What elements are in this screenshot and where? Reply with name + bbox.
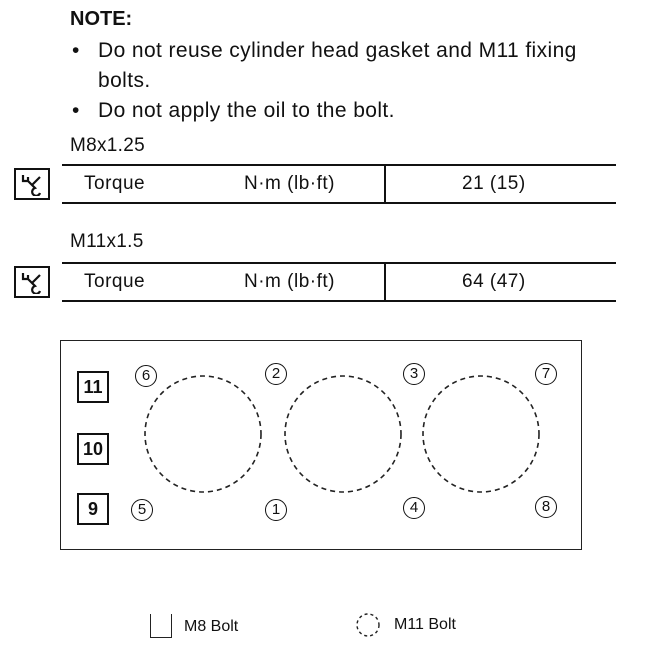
- bolt-circle: 6: [135, 365, 157, 387]
- row-divider: [384, 166, 386, 202]
- m8-bolt-legend-label: M8 Bolt: [184, 618, 239, 635]
- bolt-circle: 5: [131, 499, 153, 521]
- note-item: • Do not apply the oil to the bolt.: [70, 96, 630, 126]
- m8-bolt-legend-icon: [150, 614, 172, 638]
- bolt-circle: 1: [265, 499, 287, 521]
- bolt-size-label: M11x1.5: [70, 231, 144, 252]
- torque-spec-row: [62, 164, 616, 204]
- bolt-circle: 3: [403, 363, 425, 385]
- bolt-square: 10: [77, 433, 109, 465]
- torque-unit: N·m (lb·ft): [244, 173, 335, 194]
- cylinder-head-diagram: [60, 340, 582, 550]
- note-title: NOTE:: [70, 8, 133, 30]
- torque-wrench-icon: [14, 168, 50, 200]
- m11-bolt-legend-icon: [354, 612, 382, 638]
- row-divider: [384, 264, 386, 300]
- m11-bolt-legend-label: M11 Bolt: [394, 616, 456, 633]
- torque-value: 21 (15): [462, 173, 526, 194]
- bolt-square: 11: [77, 371, 109, 403]
- bolt-circle: 4: [403, 497, 425, 519]
- bolt-circle: 2: [265, 363, 287, 385]
- torque-unit: N·m (lb·ft): [244, 271, 335, 292]
- torque-spec-row: [62, 262, 616, 302]
- torque-label: Torque: [84, 271, 146, 292]
- torque-wrench-icon: [14, 266, 50, 298]
- bolt-circle: 7: [535, 363, 557, 385]
- bolt-size-label: M8x1.25: [70, 135, 145, 156]
- bolt-square: 9: [77, 493, 109, 525]
- note-list: [70, 36, 630, 126]
- torque-value: 64 (47): [462, 271, 526, 292]
- note-item: • Do not reuse cylinder head gasket and M11 fixing bolts.: [70, 36, 630, 96]
- torque-label: Torque: [84, 173, 146, 194]
- bolt-circle: 8: [535, 496, 557, 518]
